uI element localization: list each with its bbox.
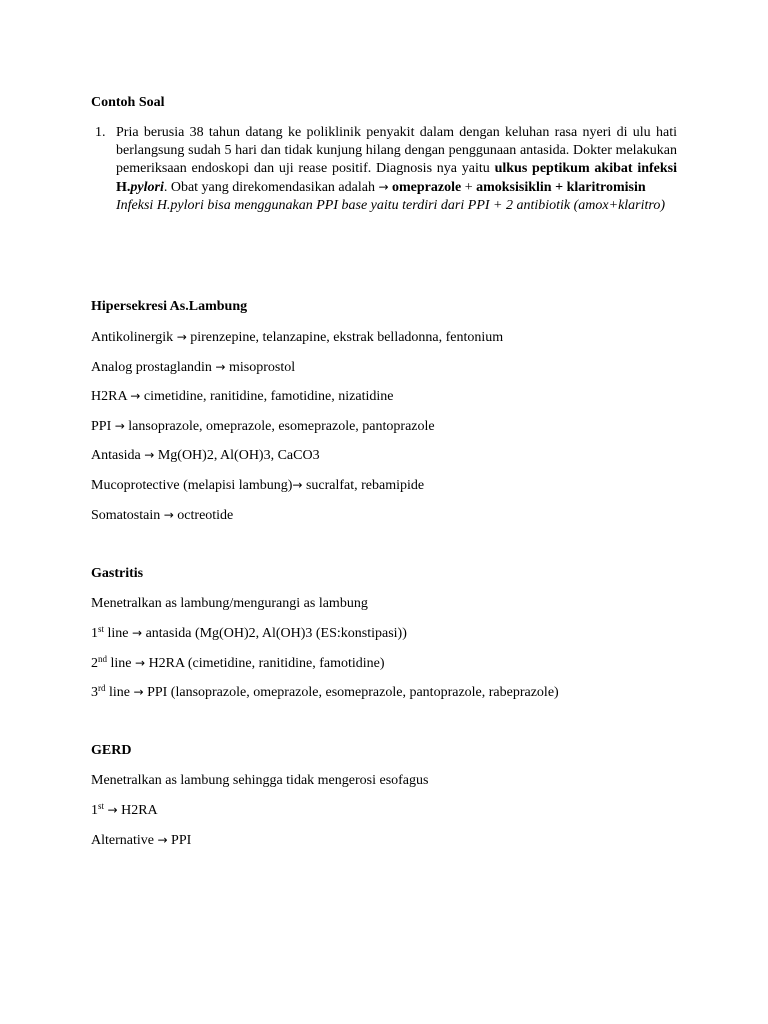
gerd-intro: Menetralkan as lambung sehingga tidak mengerosi esofagus xyxy=(91,773,429,788)
drug-class-value: misoprostol xyxy=(228,360,296,375)
arrow-right-icon: → xyxy=(133,685,144,699)
line-label: Alternative xyxy=(91,833,158,848)
arrow-right-icon: → xyxy=(132,626,143,640)
arrow-right-icon: → xyxy=(176,330,187,344)
ordinal-suffix: rd xyxy=(98,683,106,693)
ordinal-suffix: st xyxy=(98,624,105,634)
section-title-contoh-soal: Contoh Soal xyxy=(91,95,165,110)
line-number: 2 xyxy=(91,656,98,671)
arrow-right-icon: → xyxy=(107,803,118,817)
therapy-value: H2RA (cimetidine, ranitidine, famotidine) xyxy=(148,656,385,671)
line-number: 1 xyxy=(91,803,98,818)
drug-omeprazole: omeprazole xyxy=(392,180,462,195)
section-title-hipersekresi: Hipersekresi As.Lambung xyxy=(91,299,248,314)
section-title-gerd: GERD xyxy=(91,743,132,758)
therapy-line xyxy=(91,801,158,820)
drug-class-line xyxy=(91,387,393,406)
drug-class-value: sucralfat, rebamipide xyxy=(305,478,425,493)
therapy-value: antasida (Mg(OH)2, Al(OH)3 (ES:konstipasi)) xyxy=(145,626,407,641)
drug-class-line xyxy=(91,358,295,377)
arrow-right-icon: → xyxy=(292,478,303,492)
question-text xyxy=(116,124,677,197)
drug-class-line xyxy=(91,506,233,525)
therapy-value: PPI (lansoprazole, omeprazole, esomeprazole, pantoprazole, rabeprazole) xyxy=(147,685,559,700)
arrow-right-icon: → xyxy=(114,419,125,433)
gastritis-intro: Menetralkan as lambung/mengurangi as lambung xyxy=(91,596,368,611)
line-number: 3 xyxy=(91,685,98,700)
line-number: 1 xyxy=(91,626,98,641)
therapy-line xyxy=(91,624,407,643)
line-label: line xyxy=(105,685,134,700)
drug-class-label: Antikolinergik xyxy=(91,330,177,345)
arrow-right-icon: → xyxy=(135,656,146,670)
ordinal-suffix: nd xyxy=(98,654,107,664)
question-body xyxy=(116,124,677,215)
drug-class-value: lansoprazole, omeprazole, esomeprazole, pantoprazole xyxy=(128,419,435,434)
drug-class-label: Somatostain xyxy=(91,508,164,523)
line-label: line xyxy=(104,626,133,641)
drug-class-line xyxy=(91,417,435,436)
drug-combination: amoksisiklin + klaritromisin xyxy=(476,180,646,195)
section-title-gastritis: Gastritis xyxy=(91,566,144,581)
arrow-right-icon: → xyxy=(163,508,174,522)
drug-class-label: Antasida xyxy=(91,448,145,463)
therapy-value: H2RA xyxy=(121,803,158,818)
therapy-value: PPI xyxy=(171,833,192,848)
arrow-right-icon: → xyxy=(144,448,155,462)
drug-class-value: cimetidine, ranitidine, famotidine, nizatidine xyxy=(143,389,394,404)
ordinal-suffix: st xyxy=(98,801,105,811)
drug-class-line xyxy=(91,476,424,495)
therapy-line xyxy=(91,654,385,673)
diagnosis-text: ulkus peptikum akibat infeksi H. xyxy=(116,161,677,195)
arrow-right-icon: → xyxy=(130,389,141,403)
drug-class-value: Mg(OH)2, Al(OH)3, CaCO3 xyxy=(157,448,320,463)
arrow-right-icon: → xyxy=(215,360,226,374)
drug-class-value: octreotide xyxy=(177,508,234,523)
therapy-line xyxy=(91,831,191,850)
arrow-right-icon: → xyxy=(157,833,168,847)
question-text-part1: Pria berusia 38 tahun datang ke poliklinik penyakit dalam dengan keluhan rasa nyeri di ulu hati berlangsung sudah 5 hari dan tidak kunjung hilang dengan penggunaan antasida. Dokter melakukan pemeriksaan endoskopi dan uji rease positif. Diagnosis nya yaitu xyxy=(116,125,677,176)
drug-class-line xyxy=(91,328,503,347)
diagnosis-pylori: pylori xyxy=(130,180,164,195)
drug-class-label: PPI xyxy=(91,419,115,434)
plus-text: + xyxy=(461,180,477,195)
question-text-part2: . Obat yang direkomendasikan adalah xyxy=(163,180,379,195)
question-number: 1. xyxy=(95,125,106,140)
drug-class-label: Analog prostaglandin xyxy=(91,360,216,375)
arrow-right-icon: → xyxy=(378,180,389,194)
drug-class-label: H2RA xyxy=(91,389,131,404)
drug-class-line xyxy=(91,446,320,465)
drug-class-label: Mucoprotective (melapisi lambung) xyxy=(91,478,293,493)
line-label: line xyxy=(107,656,135,671)
therapy-line xyxy=(91,683,559,702)
drug-class-value: pirenzepine, telanzapine, ekstrak belladonna, fentonium xyxy=(190,330,504,345)
question-note: Infeksi H.pylori bisa menggunakan PPI base yaitu terdiri dari PPI + 2 antibiotik (amox+klaritro) xyxy=(116,198,665,213)
